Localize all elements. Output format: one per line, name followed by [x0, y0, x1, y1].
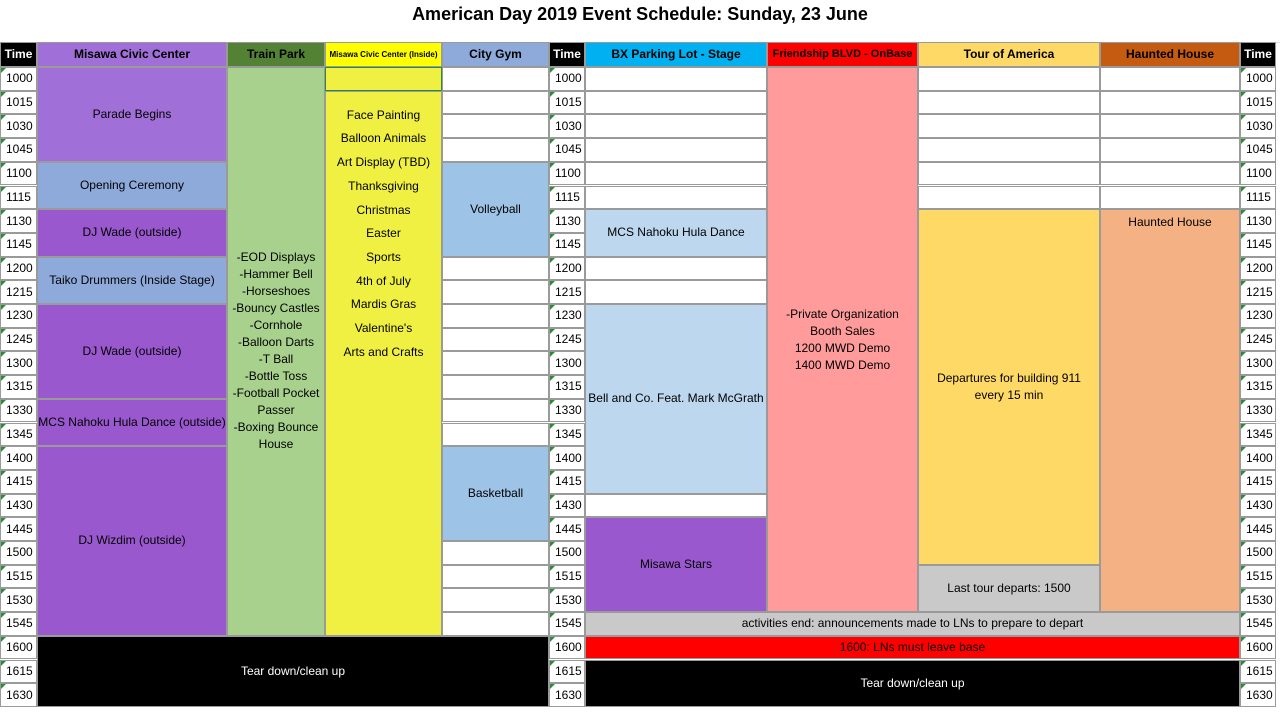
bx-misawa-stars: Misawa Stars — [585, 517, 767, 612]
time-cell: 1130 — [549, 209, 585, 233]
time-cell: 1515 — [549, 565, 585, 589]
time-cell: 1100 — [1240, 162, 1276, 186]
time-cell: 1600 — [0, 636, 37, 660]
haunted-empty-slot — [1100, 186, 1240, 210]
haunted-empty-slot — [1100, 162, 1240, 186]
time-cell: 1015 — [1240, 91, 1276, 115]
time-cell: 1300 — [0, 351, 37, 375]
time-cell: 1030 — [549, 114, 585, 138]
time-cell: 1230 — [1240, 304, 1276, 328]
time-header-3: Time — [1240, 42, 1276, 67]
time-cell: 1515 — [0, 565, 37, 589]
time-cell: 1015 — [0, 91, 37, 115]
time-cell: 1345 — [1240, 423, 1276, 447]
bx-empty-slot — [585, 186, 767, 210]
time-cell: 1615 — [1240, 660, 1276, 684]
bx-empty-slot — [585, 280, 767, 304]
spacer-row — [0, 28, 1280, 43]
gym-empty-slot — [442, 257, 549, 281]
time-cell: 1330 — [549, 399, 585, 423]
bx-empty-slot — [585, 114, 767, 138]
time-cell: 1500 — [549, 541, 585, 565]
time-cell: 1315 — [0, 375, 37, 399]
time-cell: 1200 — [1240, 257, 1276, 281]
activities-end-notice: activities end: announcements made to LNs to prepare to depart — [585, 612, 1240, 636]
bx-hula-dance: MCS Nahoku Hula Dance — [585, 209, 767, 256]
time-cell: 1100 — [549, 162, 585, 186]
time-cell: 1515 — [1240, 565, 1276, 589]
time-cell: 1200 — [549, 257, 585, 281]
time-cell: 1530 — [549, 588, 585, 612]
header-tour-of-america: Tour of America — [918, 42, 1100, 67]
event-dj-wade-2: DJ Wade (outside) — [37, 304, 227, 399]
civic-inside-blank — [325, 67, 442, 91]
bx-empty-slot — [585, 67, 767, 91]
header-haunted-house: Haunted House — [1100, 42, 1240, 67]
bx-empty-slot — [585, 138, 767, 162]
time-cell: 1615 — [549, 660, 585, 684]
time-cell: 1045 — [0, 138, 37, 162]
time-cell: 1445 — [1240, 517, 1276, 541]
time-cell: 1030 — [0, 114, 37, 138]
gym-empty-slot — [442, 588, 549, 612]
haunted-empty-slot — [1100, 138, 1240, 162]
time-cell: 1300 — [549, 351, 585, 375]
gym-empty-slot — [442, 67, 549, 91]
gym-empty-slot — [442, 280, 549, 304]
time-cell: 1345 — [0, 423, 37, 447]
gym-empty-slot — [442, 375, 549, 399]
time-cell: 1245 — [549, 328, 585, 352]
time-cell: 1230 — [549, 304, 585, 328]
tour-empty-slot — [918, 162, 1100, 186]
time-cell: 1000 — [549, 67, 585, 91]
time-cell: 1500 — [1240, 541, 1276, 565]
gym-empty-slot — [442, 328, 549, 352]
time-cell: 1430 — [549, 494, 585, 518]
gym-empty-slot — [442, 138, 549, 162]
teardown-left: Tear down/clean up — [37, 636, 549, 707]
time-cell: 1215 — [549, 280, 585, 304]
header-civic-inside: Misawa Civic Center (Inside) — [325, 42, 442, 67]
time-cell: 1545 — [549, 612, 585, 636]
bx-empty-slot — [585, 162, 767, 186]
time-cell: 1400 — [549, 446, 585, 470]
time-cell: 1145 — [1240, 233, 1276, 257]
time-cell: 1215 — [0, 280, 37, 304]
time-cell: 1315 — [549, 375, 585, 399]
tour-empty-slot — [918, 186, 1100, 210]
time-cell: 1445 — [549, 517, 585, 541]
time-cell: 1430 — [0, 494, 37, 518]
time-cell: 1330 — [1240, 399, 1276, 423]
time-cell: 1300 — [1240, 351, 1276, 375]
gym-empty-slot — [442, 612, 549, 636]
gym-empty-slot — [442, 423, 549, 447]
haunted-empty-slot — [1100, 91, 1240, 115]
time-cell: 1415 — [0, 470, 37, 494]
time-cell: 1200 — [0, 257, 37, 281]
time-cell: 1545 — [0, 612, 37, 636]
event-opening-ceremony: Opening Ceremony — [37, 162, 227, 209]
time-cell: 1130 — [0, 209, 37, 233]
tour-empty-slot — [918, 114, 1100, 138]
time-cell: 1215 — [1240, 280, 1276, 304]
schedule-title: American Day 2019 Event Schedule: Sunday, 23 June — [0, 0, 1280, 29]
time-cell: 1115 — [0, 186, 37, 210]
time-cell: 1245 — [1240, 328, 1276, 352]
bx-empty-slot — [585, 494, 767, 518]
time-cell: 1045 — [1240, 138, 1276, 162]
time-cell: 1145 — [549, 233, 585, 257]
time-cell: 1045 — [549, 138, 585, 162]
tour-last-departure: Last tour departs: 1500 — [918, 565, 1100, 612]
time-cell: 1600 — [549, 636, 585, 660]
time-cell: 1415 — [549, 470, 585, 494]
event-parade: Parade Begins — [37, 67, 227, 162]
time-header-1: Time — [0, 42, 37, 67]
lns-leave-base-notice: 1600: LNs must leave base — [585, 636, 1240, 660]
time-cell: 1630 — [549, 683, 585, 707]
time-cell: 1415 — [1240, 470, 1276, 494]
train-park-activities: -EOD Displays -Hammer Bell -Horseshoes -Bouncy Castles -Cornhole -Balloon Darts -T Ball -Bottle Toss -Football Pocket Passer -Boxing Bounce House — [227, 67, 325, 636]
gym-empty-slot — [442, 351, 549, 375]
time-cell: 1015 — [549, 91, 585, 115]
header-misawa-civic-center: Misawa Civic Center — [37, 42, 227, 67]
gym-volleyball: Volleyball — [442, 162, 549, 257]
gym-empty-slot — [442, 541, 549, 565]
time-cell: 1500 — [0, 541, 37, 565]
time-cell: 1400 — [1240, 446, 1276, 470]
time-cell: 1245 — [0, 328, 37, 352]
header-city-gym: City Gym — [442, 42, 549, 67]
time-cell: 1130 — [1240, 209, 1276, 233]
header-friendship-blvd: Friendship BLVD - OnBase — [767, 42, 918, 67]
time-cell: 1630 — [1240, 683, 1276, 707]
event-dj-wizdim: DJ Wizdim (outside) — [37, 446, 227, 636]
gym-empty-slot — [442, 114, 549, 138]
time-cell: 1315 — [1240, 375, 1276, 399]
time-cell: 1000 — [0, 67, 37, 91]
bx-empty-slot — [585, 257, 767, 281]
time-cell: 1145 — [0, 233, 37, 257]
tour-departures: Departures for building 911 every 15 min — [918, 209, 1100, 565]
gym-empty-slot — [442, 399, 549, 423]
event-taiko-drummers: Taiko Drummers (Inside Stage) — [37, 257, 227, 304]
time-cell: 1230 — [0, 304, 37, 328]
header-bx-parking-lot: BX Parking Lot - Stage — [585, 42, 767, 67]
friendship-booths: -Private Organization Booth Sales 1200 MWD Demo 1400 MWD Demo — [767, 67, 918, 612]
bx-empty-slot — [585, 91, 767, 115]
teardown-right: Tear down/clean up — [585, 660, 1240, 707]
gym-empty-slot — [442, 565, 549, 589]
tour-empty-slot — [918, 138, 1100, 162]
time-cell: 1530 — [1240, 588, 1276, 612]
time-cell: 1530 — [0, 588, 37, 612]
haunted-empty-slot — [1100, 67, 1240, 91]
time-cell: 1115 — [1240, 186, 1276, 210]
time-cell: 1430 — [1240, 494, 1276, 518]
header-train-park: Train Park — [227, 42, 325, 67]
time-cell: 1345 — [549, 423, 585, 447]
time-cell: 1630 — [0, 683, 37, 707]
bx-bell-and-co: Bell and Co. Feat. Mark McGrath — [585, 304, 767, 494]
gym-basketball: Basketball — [442, 446, 549, 541]
civic-inside-activities: Face Painting Balloon Animals Art Display (TBD) Thanksgiving Christmas Easter Sports 4th of July Mardis Gras Valentine's Arts and Crafts — [325, 91, 442, 636]
time-cell: 1545 — [1240, 612, 1276, 636]
haunted-empty-slot — [1100, 114, 1240, 138]
time-cell: 1615 — [0, 660, 37, 684]
time-cell: 1100 — [0, 162, 37, 186]
time-cell: 1445 — [0, 517, 37, 541]
time-cell: 1600 — [1240, 636, 1276, 660]
time-cell: 1400 — [0, 446, 37, 470]
time-cell: 1000 — [1240, 67, 1276, 91]
haunted-house-event: Haunted House — [1100, 209, 1240, 612]
gym-empty-slot — [442, 91, 549, 115]
event-hula-outside: MCS Nahoku Hula Dance (outside) — [37, 399, 227, 446]
time-cell: 1115 — [549, 186, 585, 210]
time-cell: 1030 — [1240, 114, 1276, 138]
event-dj-wade-1: DJ Wade (outside) — [37, 209, 227, 256]
gym-empty-slot — [442, 304, 549, 328]
tour-empty-slot — [918, 67, 1100, 91]
tour-empty-slot — [918, 91, 1100, 115]
time-header-2: Time — [549, 42, 585, 67]
time-cell: 1330 — [0, 399, 37, 423]
